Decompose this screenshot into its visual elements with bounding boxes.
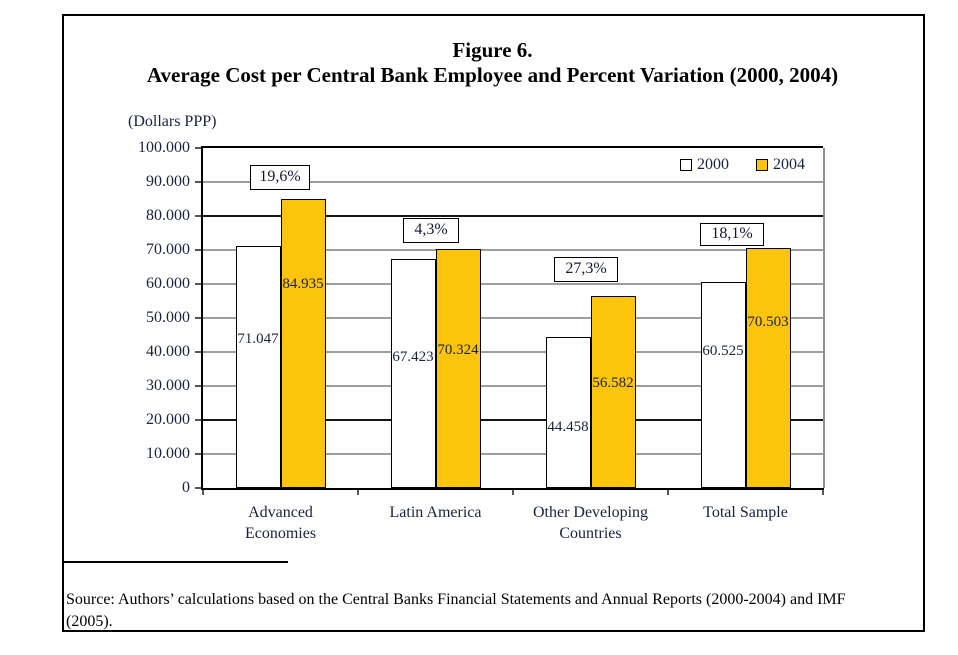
bar-value-label: 60.525 (702, 343, 744, 359)
y-axis-tick-label: 40.000 (146, 343, 190, 360)
y-axis-tick-label: 20.000 (146, 411, 190, 428)
pct-variation-box: 4,3% (403, 218, 459, 243)
plot-border-top (201, 146, 823, 148)
category-label (533, 502, 648, 544)
y-axis-line (201, 146, 203, 490)
bar-2004 (746, 248, 791, 488)
bar-2000 (236, 246, 281, 488)
pct-variation-box: 27,3% (554, 257, 618, 282)
y-axis-tick-label: 50.000 (146, 309, 190, 326)
bar-value-label: 71.047 (237, 331, 279, 347)
bar-2004 (436, 249, 481, 488)
figure-title: Average Cost per Central Bank Employee and Percent Variation (2000, 2004) (146, 63, 839, 87)
y-axis-unit-label: (Dollars PPP) (128, 113, 217, 130)
bar-value-label: 84.935 (282, 276, 324, 292)
category-label-line: Advanced (248, 504, 313, 521)
source-note-line2: (2005). (66, 613, 113, 630)
y-axis-tick-label: 80.000 (146, 207, 190, 224)
legend-label-2004: 2004 (773, 156, 805, 173)
bar-value-label: 70.324 (437, 342, 479, 358)
y-axis-tick-label: 100.000 (138, 139, 190, 156)
plot-border-right (823, 148, 825, 488)
y-axis-tick-label: 30.000 (146, 377, 190, 394)
bar-2000 (701, 282, 746, 488)
category-label-line: Countries (559, 525, 622, 542)
bar-2000 (391, 259, 436, 488)
x-axis-tick (357, 490, 359, 495)
category-label-line: Latin America (389, 504, 482, 521)
legend-item-2004 (756, 156, 805, 174)
category-label (390, 502, 482, 523)
y-axis-tick-label: 0 (182, 479, 190, 496)
y-axis-tick-label: 60.000 (146, 275, 190, 292)
x-axis-tick (202, 490, 204, 495)
category-label (245, 502, 316, 544)
figure-number: Figure 6. (452, 38, 533, 62)
x-axis-tick (512, 490, 514, 495)
bar-2000 (546, 337, 591, 488)
bar-value-label: 56.582 (592, 375, 634, 391)
y-axis-tick-label: 10.000 (146, 445, 190, 462)
x-axis-tick (667, 490, 669, 495)
pct-variation-box: 19,6% (250, 165, 310, 190)
legend-item-2000 (680, 156, 729, 174)
legend-swatch-2000 (680, 159, 692, 171)
category-label-line: Other Developing (532, 504, 649, 521)
category-label (703, 502, 788, 523)
bar-2004 (281, 199, 326, 488)
bar-value-label: 67.423 (392, 349, 434, 365)
source-note (66, 589, 922, 633)
y-axis-tick-label: 90.000 (146, 173, 190, 190)
y-axis-tick-label: 70.000 (146, 241, 190, 258)
legend-label-2000: 2000 (697, 156, 729, 173)
x-axis-tick (822, 490, 824, 495)
source-note-line1: Source: Authors’ calculations based on the Central Banks Financial Statements and Annual Reports (2000-2004) and IMF (66, 591, 846, 608)
bar-value-label: 44.458 (547, 419, 589, 435)
pct-variation-box: 18,1% (700, 223, 764, 246)
category-label-line: Total Sample (703, 504, 788, 521)
legend-swatch-2004 (756, 159, 768, 171)
footnote-separator-rule (64, 561, 288, 563)
bar-value-label: 70.503 (747, 314, 789, 330)
category-label-line: Economies (244, 525, 317, 542)
